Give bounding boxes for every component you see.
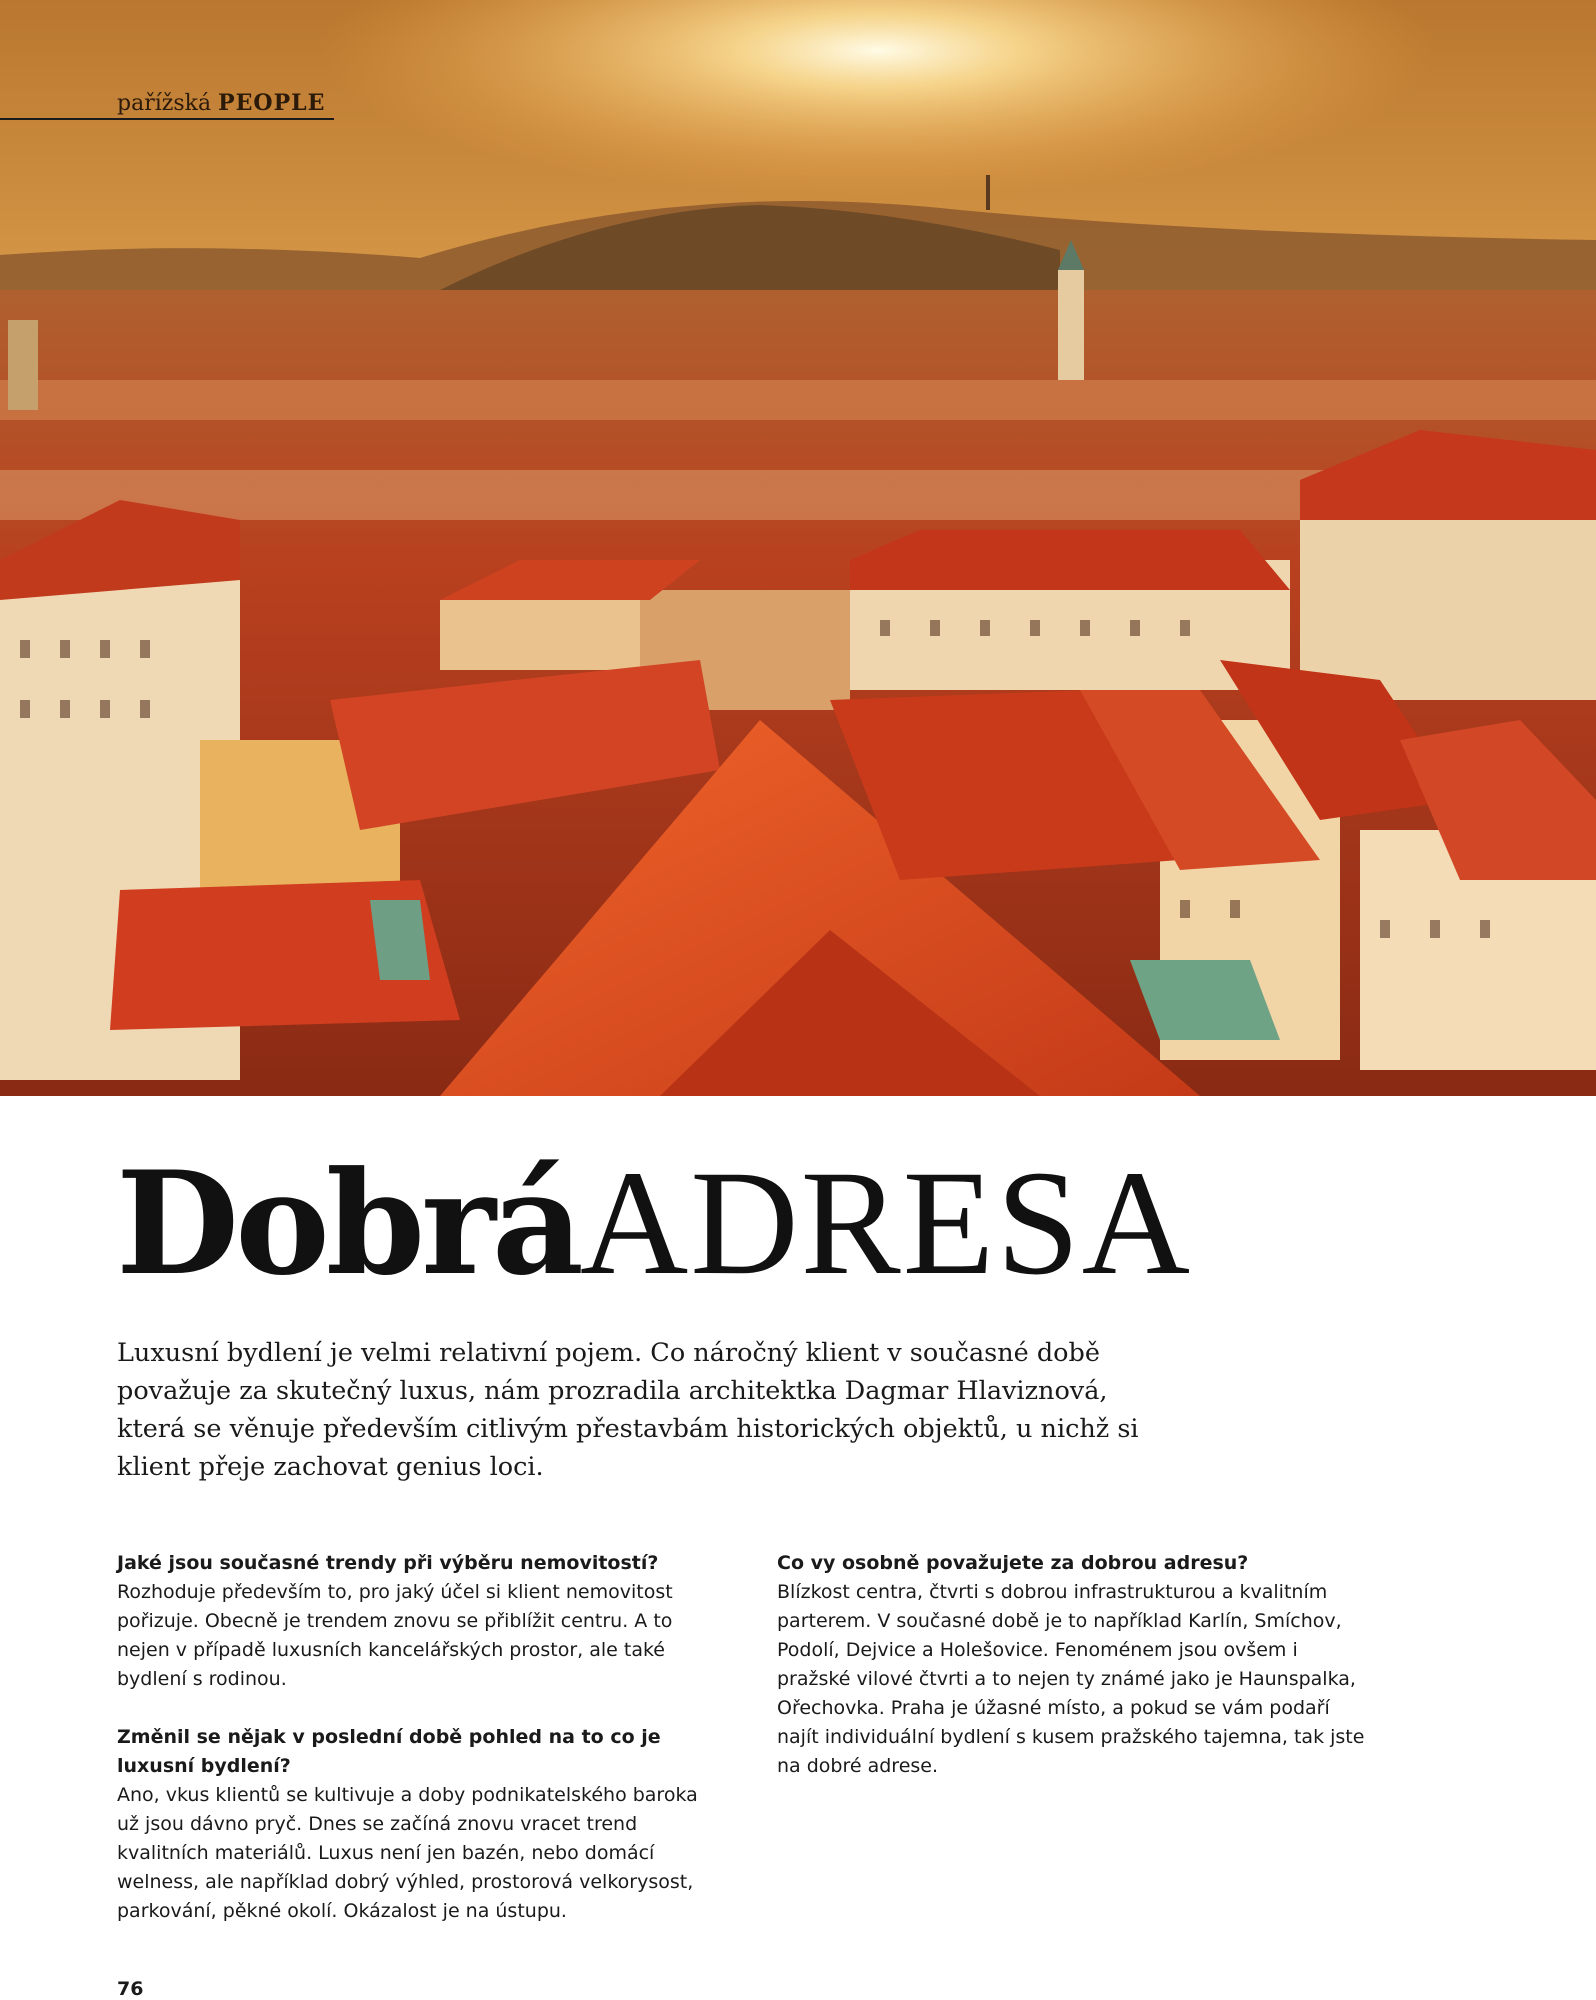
qa-block: [777, 1549, 1367, 1781]
column-right: [777, 1549, 1367, 1810]
section-label-bold: PEOPLE: [218, 90, 326, 116]
article-lead: Luxusní bydlení je velmi relativní pojem. Co náročný klient v současné době považuje za skutečný luxus, nám prozradila architektka Dagmar Hlaviznová, která se věnuje především citlivým přestavbám historických objektů, u nichž si klient přeje zachovat genius loci.: [117, 1338, 1139, 1482]
qa-block: [117, 1549, 707, 1694]
article-title: [116, 1140, 1193, 1307]
question: Jaké jsou současné trendy při výběru nemovitostí?: [117, 1552, 659, 1574]
section-header: [0, 90, 334, 120]
answer: Ano, vkus klientů se kultivuje a doby podnikatelského baroka už jsou dávno pryč. Dnes se začíná znovu vracet trend kvalitních materiálů. Luxus není jen bazén, nebo domácí welness, ale například dobrý výhled, prostorová velkorysost, parkování, pěkné okolí. Okázalost je na ústupu.: [117, 1784, 698, 1922]
header-rule: [0, 118, 334, 120]
section-label-light: pařížská: [117, 91, 212, 116]
question: Co vy osobně považujete za dobrou adresu?: [777, 1552, 1249, 1574]
qa-block: [117, 1723, 707, 1926]
question: Změnil se nějak v poslední době pohled na to co je luxusní bydlení?: [117, 1726, 661, 1777]
column-left: [117, 1549, 707, 1955]
answer: Blízkost centra, čtvrti s dobrou infrastrukturou a kvalitním parterem. V současné době je to například Karlín, Smíchov, Podolí, Dejvice a Holešovice. Fenoménem jsou ovšem i pražské vilové čtvrti a to nejen ty známé jako je Haunspalka, Ořechovka. Praha je úžasné místo, a pokud se vám podaří najít individuální bydlení s kusem pražského tajemna, tak jste na dobré adrese.: [777, 1581, 1365, 1777]
title-bold: Dobrá: [116, 1141, 580, 1307]
section-label: [117, 90, 325, 117]
answer: Rozhoduje především to, pro jaký účel si klient nemovitost pořizuje. Obecně je trendem znovu se přiblížit centru. A to nejen v případě luxusních kancelářských prostor, ale také bydlení s rodinou.: [117, 1581, 673, 1690]
title-light: ADRESA: [579, 1140, 1193, 1306]
page-number: 76: [117, 1978, 144, 2000]
